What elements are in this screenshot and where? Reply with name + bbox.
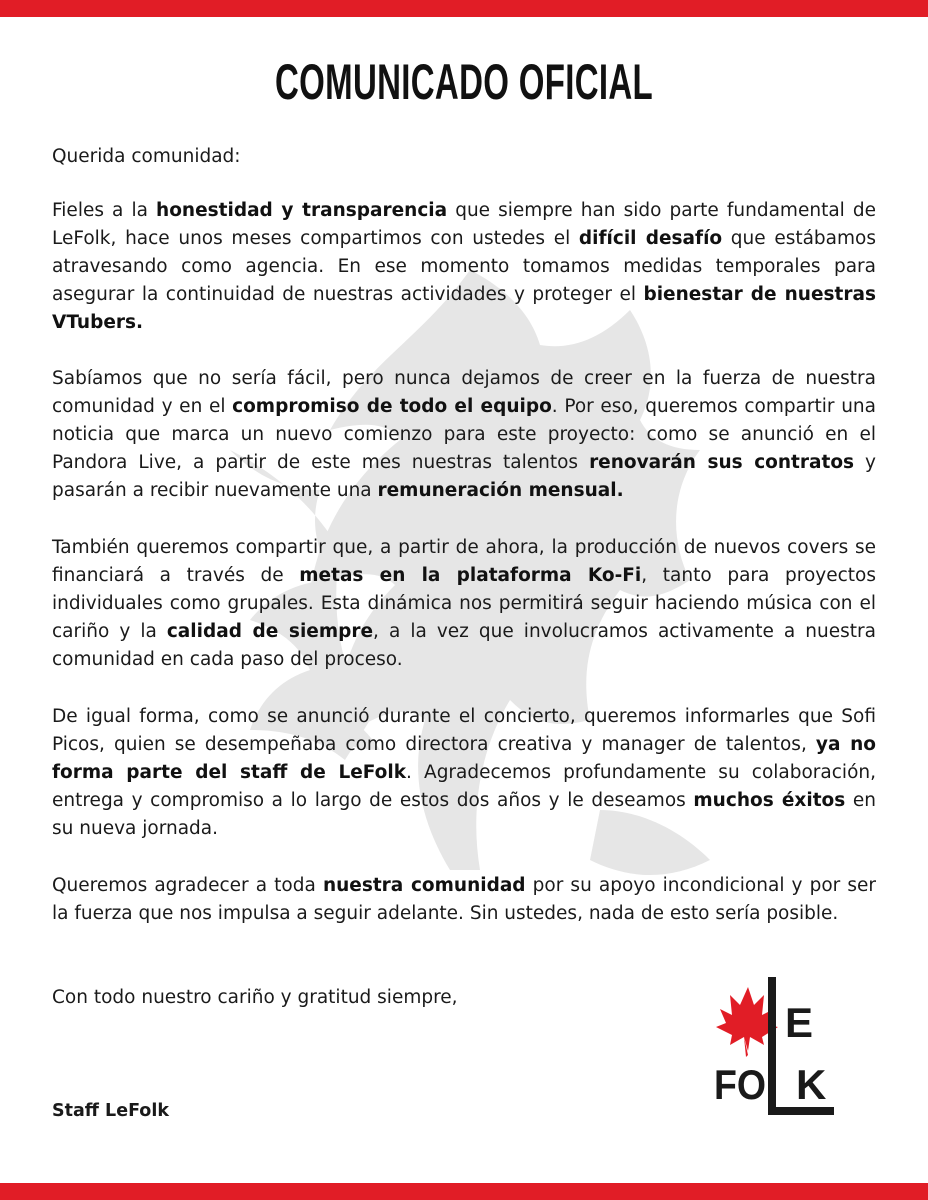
emphasis: remuneración mensual. [377, 480, 624, 501]
paragraph-2: Sabíamos que no sería fácil, pero nunca dejamos de creer en la fuerza de nuestra comunidad y en el compromiso de todo el equipo. Por eso, queremos compartir una noticia que marca un nuevo comienzo para este proyecto: como se anunció en el Pandora Live, a partir de este mes nuestras talentos renovarán sus contratos y pasarán a recibir nuevamente una remuneración mensual. [52, 368, 877, 501]
lefolk-logo [708, 975, 844, 1123]
logo-letter-e: E [785, 999, 814, 1046]
emphasis: renovarán sus contratos [589, 452, 855, 473]
paragraph-1: Fieles a la honestidad y transparencia que siempre han sido parte fundamental de LeFolk, hace unos meses compartimos con ustedes el difícil desafío que estábamos atravesando como agencia. En ese momento tomamos medidas temporales para asegurar la continuidad de nuestras actividades y proteger el bienestar de nuestras VTubers. [52, 200, 876, 333]
greeting: Querida comunidad: [52, 146, 241, 167]
emphasis: bienestar de nuestras VTubers. [52, 284, 876, 333]
emphasis: compromiso de todo el equipo [232, 396, 552, 417]
logo-l-stem [768, 977, 776, 1115]
logo-letters-fo: FO [714, 1061, 766, 1108]
emphasis: honestidad y transparencia [156, 200, 448, 221]
emphasis: calidad de siempre [166, 621, 374, 642]
paragraph-5: Queremos agradecer a toda nuestra comunidad por su apoyo incondicional y por ser la fuerza que nos impulsa a seguir adelante. Sin ustedes, nada de esto sería posible. [52, 875, 877, 924]
emphasis: metas en la plataforma Ko-Fi [299, 565, 642, 586]
emphasis: nuestra comunidad [322, 875, 526, 896]
emphasis: difícil desafío [578, 228, 723, 249]
emphasis: muchos éxitos [693, 790, 846, 811]
top-red-bar [0, 0, 928, 17]
letter-body [52, 143, 877, 1121]
logo-l-foot [768, 1107, 834, 1115]
emphasis: ya no forma parte del staff de LeFolk [52, 734, 876, 783]
page-title: COMUNICADO OFICIAL [274, 54, 654, 110]
paragraph-4: De igual forma, como se anunció durante el concierto, queremos informarles que Sofi Picos, quien se desempeñaba como directora creativa y manager de talentos, ya no forma parte del staff de LeFolk. Agradecemos profundamente su colaboración, entrega y compromiso a lo largo de estos dos años y le deseamos muchos éxitos en su nueva jornada. [52, 706, 876, 839]
signature: Staff LeFolk [52, 1101, 169, 1121]
bottom-red-bar [0, 1183, 928, 1200]
paragraph-3: También queremos compartir que, a partir de ahora, la producción de nuevos covers se financiará a través de metas en la plataforma Ko-Fi, tanto para proyectos individuales como grupales. Esta dinámica nos permitirá seguir haciendo música con el cariño y la calidad de siempre, a la vez que involucramos activamente a nuestra comunidad en cada paso del proceso. [52, 537, 876, 670]
logo-letter-k: K [796, 1061, 827, 1108]
closing-line: Con todo nuestro cariño y gratitud siempre, [52, 987, 458, 1008]
